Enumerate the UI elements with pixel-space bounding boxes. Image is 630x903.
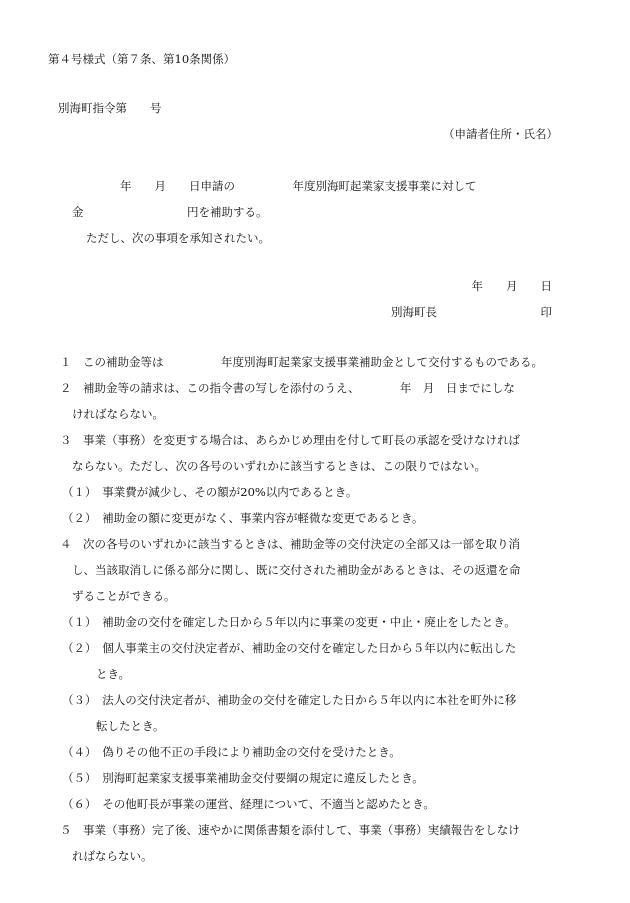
condition-4-line-3: ずることができる。	[72, 589, 176, 603]
condition-5-line-2: ればならない。	[72, 849, 153, 863]
condition-3-item-1: （１） 事業費が減少し、その額が20%以内であるとき。	[62, 485, 358, 499]
condition-4-item-5: （５） 別海町起業家支援事業補助金交付要綱の規定に違反したとき。	[62, 771, 424, 785]
condition-2-line-2: ければならない。	[72, 407, 164, 421]
condition-3-line-1: ３ 事業（事務）を変更する場合は、あらかじめ理由を付して町長の承認を受けなければ	[60, 433, 520, 447]
condition-2-line-1: ２ 補助金等の請求は、この指令書の写しを添付のうえ、 年 月 日までにしな	[60, 381, 515, 395]
proviso-line: ただし、次の事項を承知されたい。	[86, 231, 270, 245]
condition-4-item-2-line-1: （２） 個人事業主の交付決定者が、補助金の交付を確定した日から５年以内に転出した	[62, 641, 517, 655]
condition-4-item-6: （６） その他町長が事業の運営、経理について、不適当と認めたとき。	[62, 797, 435, 811]
condition-5-line-1: ５ 事業（事務）完了後、速やかに関係書類を添付して、事業（事務）実績報告をしなけ	[60, 823, 520, 837]
condition-4-item-3-line-1: （３） 法人の交付決定者が、補助金の交付を確定した日から５年以内に本社を町外に移	[62, 693, 517, 707]
condition-4-line-1: ４ 次の各号のいずれかに該当するときは、補助金等の交付決定の全部又は一部を取り消	[60, 537, 520, 551]
condition-4-item-2-line-2: とき。	[96, 667, 131, 681]
condition-3-item-2: （２） 補助金の額に変更がなく、事業内容が軽微な変更であるとき。	[62, 511, 424, 525]
condition-3-line-2: ならない。ただし、次の各号のいずれかに該当するときは、この限りではない。	[72, 459, 486, 473]
condition-4-item-1: （１） 補助金の交付を確定した日から５年以内に事業の変更・中止・廃止をしたとき。	[62, 615, 516, 629]
condition-1: １ この補助金等は 年度別海町起業家支援事業補助金として交付するものである。	[60, 355, 543, 369]
subsidy-amount-line: 金 円を補助する。	[72, 205, 268, 219]
condition-4-item-3-line-2: 転したとき。	[96, 719, 165, 733]
mayor-signature: 別海町長 印	[391, 305, 552, 319]
form-number: 第４号様式（第７条、第10条関係）	[48, 52, 236, 66]
application-statement: 年 月 日申請の 年度別海町起業家支援事業に対して	[120, 179, 477, 193]
issue-date: 年 月 日	[471, 279, 552, 293]
designation-number-line: 別海町指令第 号	[58, 101, 162, 115]
applicant-address-name: （申請者住所・氏名）	[443, 127, 558, 141]
condition-4-item-4: （４） 偽りその他不正の手段により補助金の交付を受けたとき。	[62, 745, 401, 759]
condition-4-line-2: し、当該取消しに係る部分に関し、既に交付された補助金があるときは、その返還を命	[72, 563, 521, 577]
